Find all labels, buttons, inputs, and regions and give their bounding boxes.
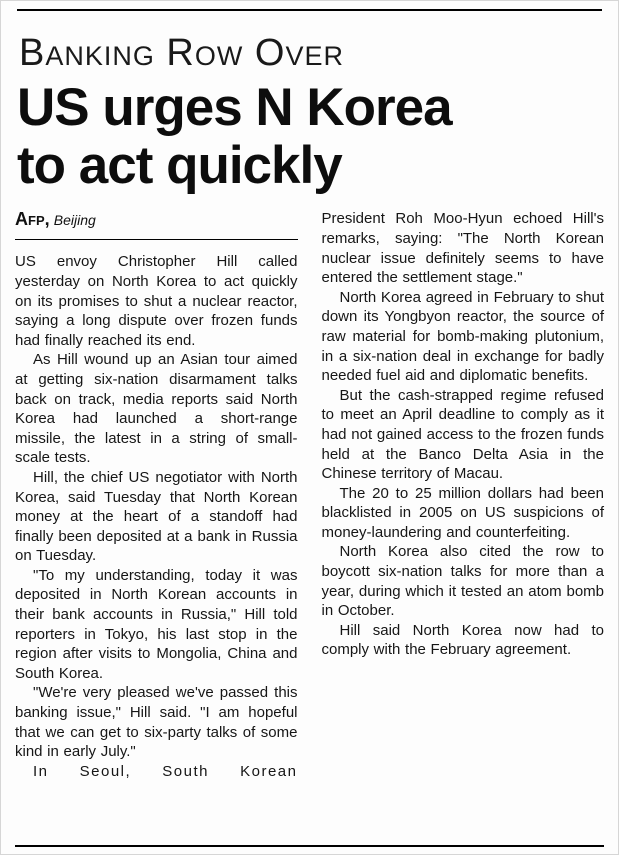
headline	[17, 79, 604, 196]
body-paragraph: The 20 to 25 million dollars had been blacklisted in 2005 on US suspicions of money-laundering and counterfeiting.	[321, 484, 604, 541]
bottom-rule	[15, 845, 604, 847]
body-paragraph: Hill, the chief US negotiator with North Korea, said Tuesday that North Korean money at the heart of a standoff had finally been deposited at a bank in Russia on Tuesday.	[15, 468, 298, 565]
byline	[15, 209, 298, 230]
body-paragraph: But the cash-strapped regime refused to meet an April deadline to comply as it had not gained access to the frozen funds held at the Banco Delta Asia in the Chinese territory of Macau.	[321, 386, 604, 483]
top-rule	[17, 9, 602, 11]
headline-line2: to act quickly	[17, 136, 342, 196]
body-paragraph: President Roh Moo-Hyun echoed Hill's remarks, saying: "The North Korean nuclear issue definitely seems to have entered the settlement stage."	[321, 210, 604, 287]
byline-rule	[15, 239, 298, 240]
body-paragraph: "We're very pleased we've passed this banking issue," Hill said. "I am hopeful that we can get to six-party talks of some kind in early July."	[15, 684, 298, 761]
byline-location: Beijing	[53, 212, 96, 229]
article-body	[15, 209, 604, 781]
left-paragraphs	[15, 252, 298, 781]
body-paragraph: North Korea also cited the row to boycott six-nation talks for more than a year, during which it tested an atom bomb in October.	[321, 543, 604, 620]
byline-agency: Afp,	[15, 209, 50, 230]
headline-line1: US urges N Korea	[17, 77, 452, 137]
body-paragraph: Hill said North Korea now had to comply with the February agreement.	[321, 621, 604, 659]
right-paragraphs	[322, 209, 605, 660]
column-right	[322, 209, 605, 781]
body-paragraph: "To my understanding, today it was deposited in North Korean accounts in their bank accounts in Russia," Hill told reporters in Tokyo, his last stop in the region after visits to Mongolia, China and South Korea.	[15, 566, 298, 682]
body-paragraph: North Korea agreed in February to shut down its Yongbyon reactor, the source of raw material for bomb-making plutonium, in a six-nation deal in exchange for badly needed fuel aid and diplomatic benefits.	[321, 288, 604, 385]
body-paragraph: In Seoul, South Korean	[33, 762, 298, 780]
column-left	[15, 209, 298, 781]
body-paragraph: US envoy Christopher Hill called yesterday on North Korea to act quickly on its promises to shut a nuclear reactor, saying a long dispute over frozen funds had finally reached its end.	[15, 253, 298, 349]
kicker: Banking Row Over	[19, 32, 344, 74]
body-paragraph: As Hill wound up an Asian tour aimed at getting six-nation disarmament talks back on track, media reports said North Korea had launched a short-range missile, the latest in a string of small-scale tests.	[15, 351, 298, 467]
